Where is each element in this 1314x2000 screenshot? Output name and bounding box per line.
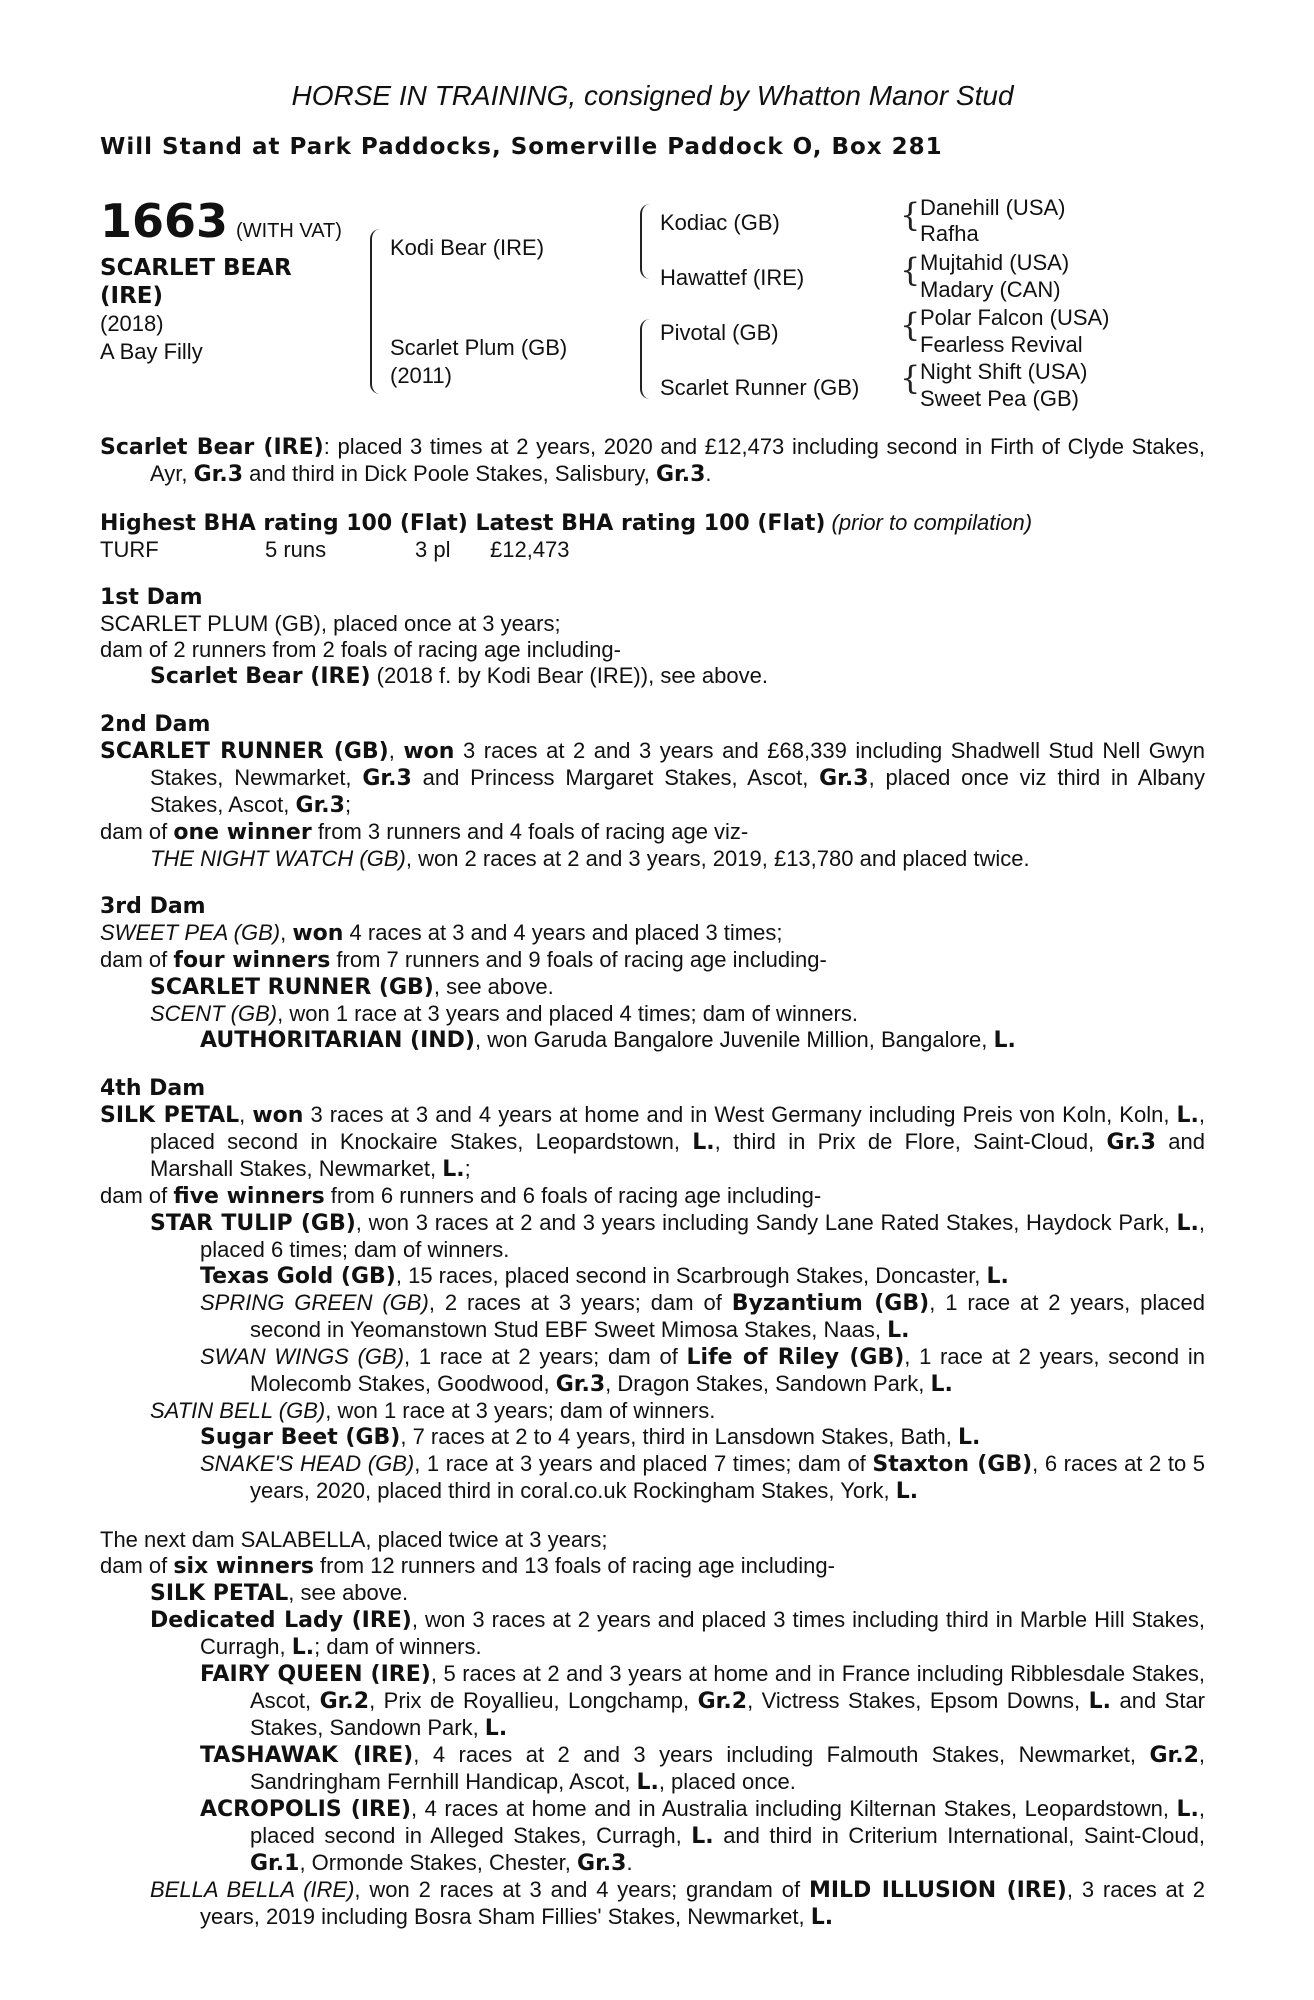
ggp-brace-3: { — [900, 306, 921, 344]
bha-rating: Highest BHA rating 100 (Flat) Latest BHA rating 100 (Flat) — [100, 511, 826, 536]
ggp-4: Madary (CAN) — [920, 277, 1061, 302]
next-dam-section: The next dam SALABELLA, placed twice at 3 years; dam of six winners from 12 runners and 13 foals of racing age including- SILK PETAL, see above. Dedicated Lady (IRE), won 3 races at 2 years and placed 3 times including third in Marble Hill Stakes, Curragh, L.; dam of winners. FAIRY QUEEN (IRE), 5 races at 2 and 3 years at home and in France including Ribblesdale Stakes, Ascot, Gr.2, Prix de Royallieu, Longchamp, Gr.2, Victress Stakes, Epsom Downs, L. and Star Stakes, Sandown Park, L. TASHAWAK (IRE), 4 races at 2 and 3 years including Falmouth Stakes, Newmarket, Gr.2, Sandringham Fernhill Handicap, Ascot, L., placed once. ACROPOLIS (IRE), 4 races at home and in Australia including Kilternan Stakes, Leopardstown, L., placed second in Alleged Stakes, Curragh, L. and third in Criterium International, Saint-Cloud, Gr.1, Ormonde Stakes, Chester, Gr.3. BELLA BELLA (IRE), won 2 races at 3 and 4 years; grandam of MILD ILLUSION (IRE), 3 races at 2 years, 2019 including Bosra Sham Fillies' Stakes, Newmarket, L. — [100, 1527, 1206, 1930]
section-heading: 4th Dam — [100, 1076, 206, 1101]
horse-name: SCARLET BEAR (IRE) — [100, 255, 292, 309]
vat-note: (WITH VAT) — [236, 220, 342, 242]
foaling-year: (2018) — [100, 311, 164, 336]
first-dam-section: 1st Dam SCARLET PLUM (GB), placed once at 3 years; dam of 2 runners from 2 foals of racing age including- Scarlet Bear (IRE) (2018 f. by Kodi Bear (IRE)), see above. — [100, 585, 1205, 690]
section-heading: 2nd Dam — [100, 712, 211, 737]
rating-block — [100, 510, 1205, 563]
sire-dam: Hawattef (IRE) — [660, 265, 805, 290]
page-title: HORSE IN TRAINING, consigned by Whatton Manor Stud — [291, 80, 1014, 111]
race-summary: Scarlet Bear (IRE): placed 3 times at 2 years, 2020 and £12,473 including second in Firth of Clyde Stakes, Ayr, Gr.3 and third in Dick Poole Stakes, Salisbury, Gr.3. — [100, 434, 1205, 487]
ggp-brace-1: { — [900, 196, 921, 234]
ggp-brace-2: { — [900, 251, 921, 289]
pedigree-header — [100, 194, 1205, 434]
horse-sex: A Bay Filly — [100, 339, 203, 364]
turf-record: TURF 5 runs 3 pl £12,473 — [100, 537, 570, 562]
section-heading: 1st Dam — [100, 585, 203, 610]
pedigree-brace — [370, 229, 382, 394]
dam-brace — [640, 319, 650, 399]
third-dam-section: 3rd Dam SWEET PEA (GB), won 4 races at 3 and 4 years and placed 3 times; dam of four winners from 7 runners and 9 foals of racing age including- SCARLET RUNNER (GB), see above. SCENT (GB), won 1 race at 3 years and placed 4 times; dam of winners. AUTHORITARIAN (IND), won Garuda Bangalore Juvenile Million, Bangalore, L. — [100, 894, 1205, 1054]
fourth-dam-section: 4th Dam SILK PETAL, won 3 races at 3 and 4 years at home and in West Germany including Preis von Koln, Koln, L., placed second in Knockaire Stakes, Leopardstown, L., third in Prix de Flore, Saint-Cloud, Gr.3 and Marshall Stakes, Newmarket, L.; dam of five winners from 6 runners and 6 foals of racing age including- STAR TULIP (GB), won 3 races at 2 and 3 years including Sandy Lane Rated Stakes, Haydock Park, L., placed 6 times; dam of winners. Texas Gold (GB), 15 races, placed second in Scarbrough Stakes, Doncaster, L. SPRING GREEN (GB), 2 races at 3 years; dam of Byzantium (GB), 1 race at 2 years, placed second in Yeomanstown Stud EBF Sweet Mimosa Stakes, Naas, L. SWAN WINGS (GB), 1 race at 2 years; dam of Life of Riley (GB), 1 race at 2 years, second in Molecomb Stakes, Goodwood, Gr.3, Dragon Stakes, Sandown Park, L. SATIN BELL (GB), won 1 race at 3 years; dam of winners. Sugar Beet (GB), 7 races at 2 to 4 years, third in Lansdown Stakes, Bath, L. SNAKE'S HEAD (GB), 1 race at 3 years and placed 7 times; dam of Staxton (GB), 6 races at 2 to 5 years, 2020, placed third in coral.co.uk Rockingham Stakes, York, L. — [100, 1076, 1206, 1504]
section-heading: 3rd Dam — [100, 894, 206, 919]
sire: Kodi Bear (IRE) — [390, 235, 545, 260]
ggp-6: Fearless Revival — [920, 332, 1083, 357]
ggp-brace-4: { — [900, 359, 921, 397]
lot-info — [100, 194, 360, 366]
ggp-2: Rafha — [920, 221, 979, 246]
lot-number: 1663 — [100, 194, 229, 248]
dam-sire: Pivotal (GB) — [660, 320, 779, 345]
location-subtitle: Will Stand at Park Paddocks, Somerville Paddock O, Box 281 — [100, 134, 943, 160]
catalogue-page — [100, 80, 1205, 1953]
dam-dam: Scarlet Runner (GB) — [660, 375, 860, 400]
second-dam-section: 2nd Dam SCARLET RUNNER (GB), won 3 races at 2 and 3 years and £68,339 including Shadwell Stud Nell Gwyn Stakes, Newmarket, Gr.3 and Princess Margaret Stakes, Ascot, Gr.3, placed once viz third in Albany Stakes, Ascot, Gr.3; dam of one winner from 3 runners and 4 foals of racing age viz- THE NIGHT WATCH (GB), won 2 races at 2 and 3 years, 2019, £13,780 and placed twice. — [100, 712, 1205, 871]
rating-note: (prior to compilation) — [831, 510, 1033, 535]
sire-brace — [640, 204, 650, 279]
dam-year: (2011) — [390, 363, 452, 388]
sire-sire: Kodiac (GB) — [660, 210, 780, 235]
ggp-8: Sweet Pea (GB) — [920, 386, 1079, 411]
ggp-3: Mujtahid (USA) — [920, 250, 1070, 275]
ggp-5: Polar Falcon (USA) — [920, 305, 1110, 330]
catalogue-body — [100, 434, 1205, 1931]
ggp-7: Night Shift (USA) — [920, 359, 1088, 384]
ggp-1: Danehill (USA) — [920, 195, 1066, 220]
dam: Scarlet Plum (GB) — [390, 335, 568, 360]
